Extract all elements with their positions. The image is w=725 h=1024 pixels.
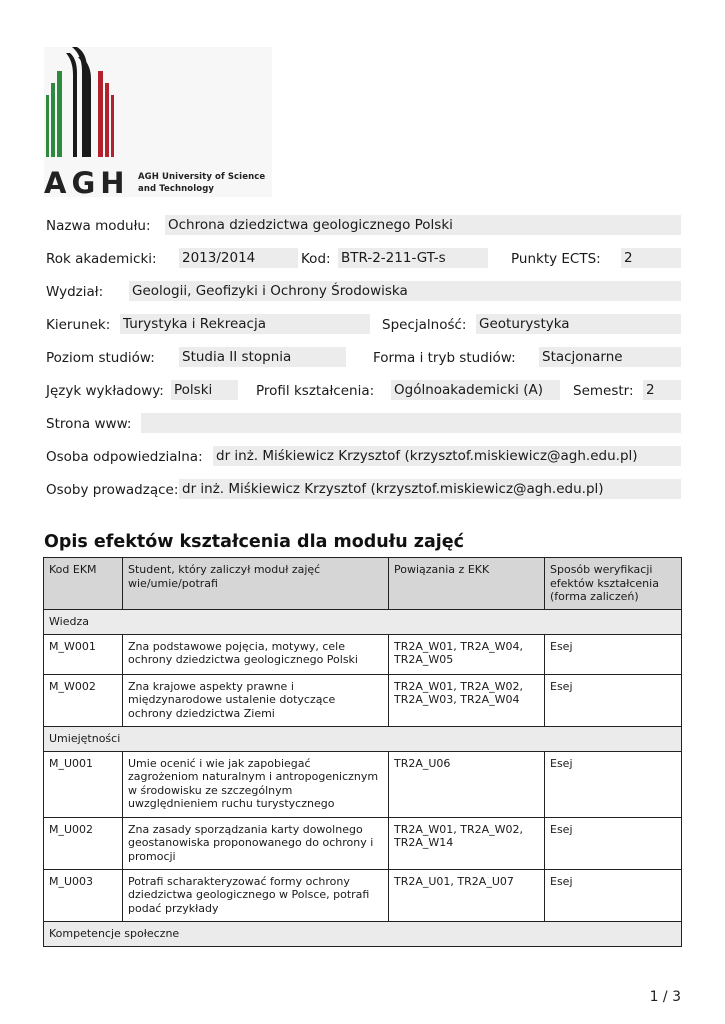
category-row-knowledge: [44, 609, 682, 634]
header-code: Kod EKM: [44, 558, 123, 610]
category-skills: Umiejętności: [44, 726, 682, 751]
outcome-code: M_U001: [44, 751, 123, 817]
outcome-links: TR2A_U06: [389, 751, 545, 817]
study-level-label: Poziom studiów:: [46, 350, 155, 366]
outcome-code: M_W001: [44, 634, 123, 674]
outcome-verification: Esej: [545, 751, 682, 817]
profile-label: Profil kształcenia:: [256, 383, 375, 399]
outcomes-table: [43, 557, 682, 947]
profile-value: Ogólnoakademicki (A): [391, 380, 560, 400]
www-label: Strona www:: [46, 416, 132, 432]
page-number: 1 / 3: [649, 989, 681, 1005]
agh-wordmark: AGH: [44, 166, 130, 200]
university-name: [138, 171, 265, 195]
outcome-links: TR2A_U01, TR2A_U07: [389, 869, 545, 921]
responsible-person-label: Osoba odpowiedzialna:: [46, 449, 203, 465]
language-value: Polski: [171, 380, 238, 400]
outcome-verification: Esej: [545, 674, 682, 726]
outcome-links: TR2A_W01, TR2A_W04, TR2A_W05: [389, 634, 545, 674]
category-row-social: [44, 921, 682, 946]
table-row: [44, 634, 682, 674]
specialty-label: Specjalność:: [382, 317, 467, 333]
outcome-code: M_U002: [44, 817, 123, 869]
outcome-verification: Esej: [545, 634, 682, 674]
outcomes-section-title: Opis efektów kształcenia dla modułu zajęć: [44, 532, 465, 552]
outcome-description: Potrafi scharakteryzować formy ochrony dziedzictwa geologicznego w Polsce, potrafi podać przykłady: [123, 869, 389, 921]
outcome-description: Umie ocenić i wie jak zapobiegać zagrożeniom naturalnym i antropogenicznym w środowisku ze szczególnym uwzględnieniem ruchu turystycznego: [123, 751, 389, 817]
category-row-skills: [44, 726, 682, 751]
study-level-value: Studia II stopnia: [179, 347, 346, 367]
www-value: [141, 413, 681, 433]
study-mode-value: Stacjonarne: [539, 347, 681, 367]
outcome-verification: Esej: [545, 869, 682, 921]
university-name-line1: AGH University of Science: [138, 172, 266, 182]
header-verification: Sposób weryfikacji efektów kształcenia (forma zaliczeń): [545, 558, 682, 610]
outcome-description: Zna krajowe aspekty prawne i międzynarodowe ustalenie dotyczące ochrony dziedzictwa Ziemi: [123, 674, 389, 726]
code-value: BTR-2-211-GT-s: [338, 248, 488, 268]
academic-year-label: Rok akademicki:: [46, 251, 157, 267]
field-of-study-value: Turystyka i Rekreacja: [120, 314, 370, 334]
header-student: Student, który zaliczył moduł zajęć wie/umie/potrafi: [123, 558, 389, 610]
semester-value: 2: [643, 380, 681, 400]
header-links: Powiązania z EKK: [389, 558, 545, 610]
ects-label: Punkty ECTS:: [511, 251, 601, 267]
lecturers-label: Osoby prowadzące:: [46, 482, 179, 498]
responsible-person-value: dr inż. Miśkiewicz Krzysztof (krzysztof.miskiewicz@agh.edu.pl): [213, 446, 681, 466]
study-mode-label: Forma i tryb studiów:: [373, 350, 516, 366]
code-label: Kod:: [301, 251, 331, 267]
specialty-value: Geoturystyka: [476, 314, 681, 334]
module-name-label: Nazwa modułu:: [46, 218, 151, 234]
ects-value: 2: [621, 248, 681, 268]
outcome-description: Zna zasady sporządzania karty dowolnego geostanowiska proponowanego do ochrony i promocji: [123, 817, 389, 869]
lecturers-value: dr inż. Miśkiewicz Krzysztof (krzysztof.miskiewicz@agh.edu.pl): [179, 479, 681, 499]
agh-logo-emblem: [46, 47, 126, 159]
outcome-description: Zna podstawowe pojęcia, motywy, cele ochrony dziedzictwa geologicznego Polski: [123, 634, 389, 674]
language-label: Język wykładowy:: [46, 383, 164, 399]
table-row: [44, 869, 682, 921]
table-row: [44, 674, 682, 726]
outcome-code: M_U003: [44, 869, 123, 921]
field-of-study-label: Kierunek:: [46, 317, 111, 333]
category-knowledge: Wiedza: [44, 609, 682, 634]
academic-year-value: 2013/2014: [179, 248, 298, 268]
outcome-code: M_W002: [44, 674, 123, 726]
table-header-row: [44, 558, 682, 610]
outcome-links: TR2A_W01, TR2A_W02, TR2A_W03, TR2A_W04: [389, 674, 545, 726]
module-name-value: Ochrona dziedzictwa geologicznego Polski: [165, 215, 681, 235]
semester-label: Semestr:: [573, 383, 634, 399]
table-row: [44, 751, 682, 817]
outcome-verification: Esej: [545, 817, 682, 869]
faculty-value: Geologii, Geofizyki i Ochrony Środowiska: [129, 281, 681, 301]
category-social: Kompetencje społeczne: [44, 921, 682, 946]
table-row: [44, 817, 682, 869]
university-name-line2: and Technology: [138, 184, 215, 194]
outcome-links: TR2A_W01, TR2A_W02, TR2A_W14: [389, 817, 545, 869]
faculty-label: Wydział:: [46, 284, 104, 300]
agh-logo: [44, 47, 272, 200]
